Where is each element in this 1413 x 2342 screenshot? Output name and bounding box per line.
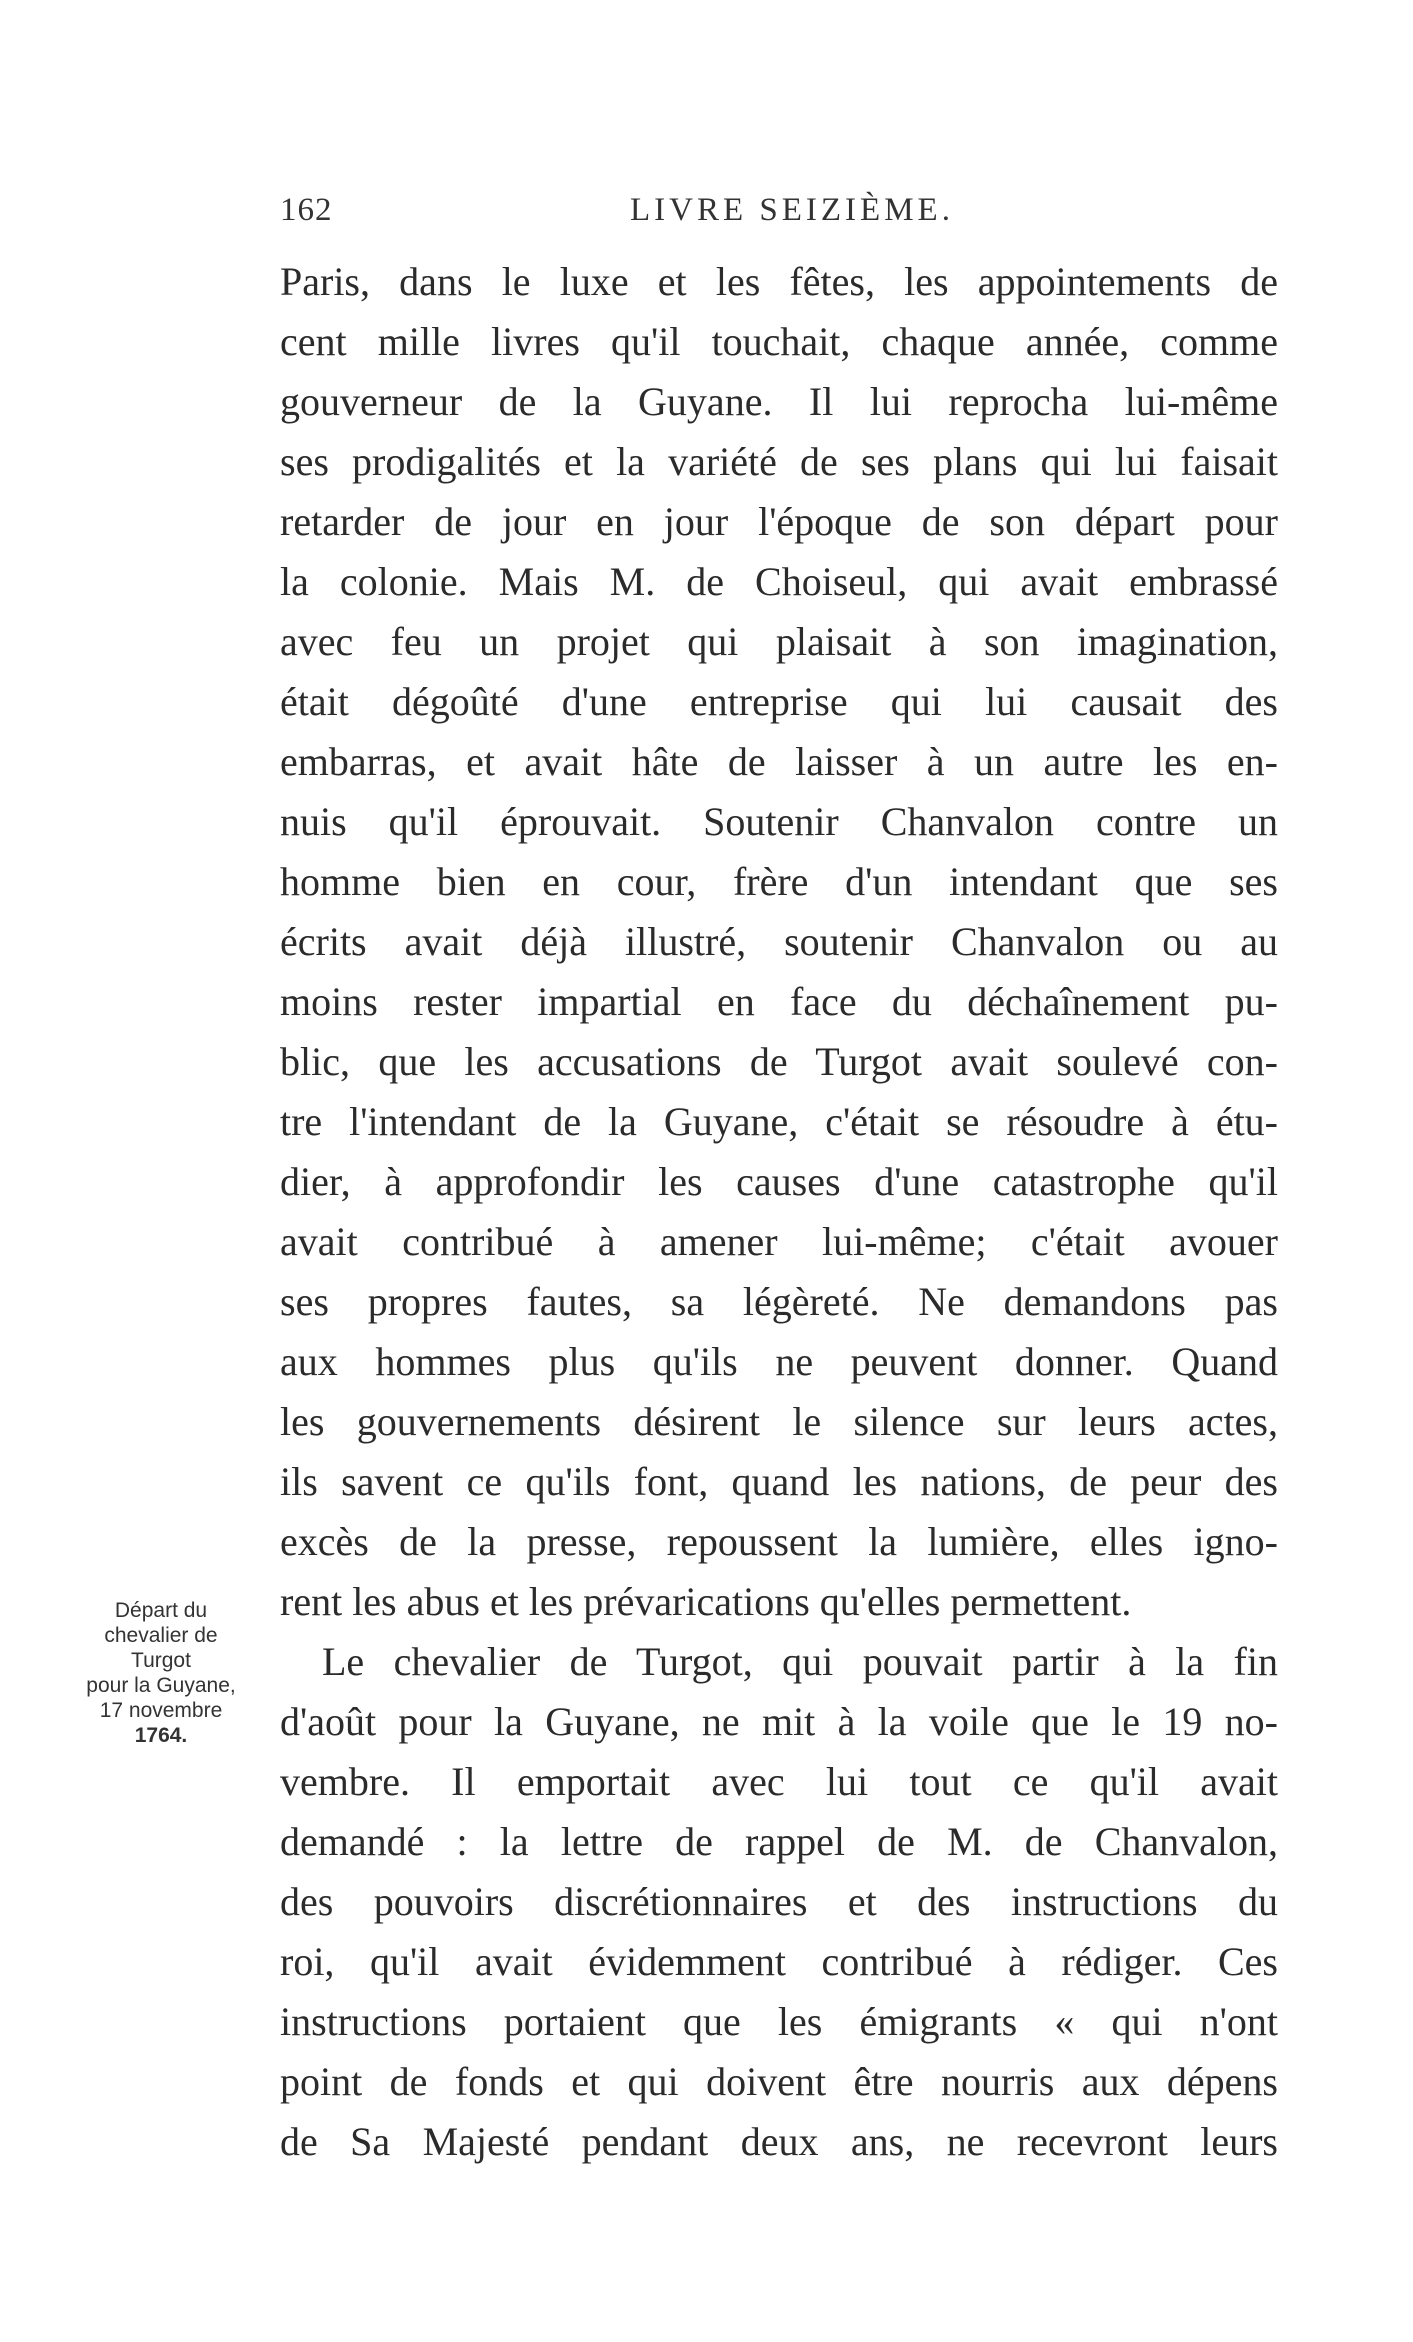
text-line: tre l'intendant de la Guyane, c'était se résoudre à étu-	[280, 1099, 1278, 1144]
text-line: avait contribué à amener lui-même; c'était avouer	[280, 1219, 1278, 1264]
margin-note-line: 17 novembre	[99, 1699, 223, 1722]
text-line: excès de la presse, repoussent la lumière, elles igno-	[280, 1519, 1278, 1564]
text-line: écrits avait déjà illustré, soutenir Chanvalon ou au	[280, 919, 1278, 964]
text-line: nuis qu'il éprouvait. Soutenir Chanvalon contre un	[280, 799, 1278, 844]
text-line: cent mille livres qu'il touchait, chaque année, comme	[280, 319, 1278, 364]
page-number: 162	[280, 192, 333, 228]
text-line: demandé : la lettre de rappel de M. de Chanvalon,	[280, 1819, 1278, 1864]
margin-note-line: 1764.	[134, 1724, 188, 1747]
text-line: dier, à approfondir les causes d'une catastrophe qu'il	[280, 1159, 1278, 1204]
margin-note-line: pour la Guyane,	[86, 1674, 236, 1697]
text-line: embarras, et avait hâte de laisser à un autre les en-	[280, 739, 1278, 784]
page-header	[280, 192, 1280, 236]
text-line: gouverneur de la Guyane. Il lui reprocha lui-même	[280, 379, 1278, 424]
text-line: avec feu un projet qui plaisait à son imagination,	[280, 619, 1278, 664]
text-line: aux hommes plus qu'ils ne peuvent donner. Quand	[280, 1339, 1278, 1384]
running-title: LIVRE SEIZIÈME.	[630, 192, 954, 228]
text-line: d'août pour la Guyane, ne mit à la voile que le 19 no-	[280, 1699, 1278, 1744]
margin-note-line: Départ du	[114, 1599, 208, 1622]
text-line: roi, qu'il avait évidemment contribué à rédiger. Ces	[280, 1939, 1278, 1984]
text-line: de Sa Majesté pendant deux ans, ne recevront leurs	[280, 2119, 1278, 2164]
text-line: les gouvernements désirent le silence sur leurs actes,	[280, 1399, 1278, 1444]
text-line: blic, que les accusations de Turgot avait soulevé con-	[280, 1039, 1278, 1084]
margin-note-line: Turgot	[131, 1649, 191, 1672]
text-line: retarder de jour en jour l'époque de son départ pour	[280, 499, 1278, 544]
text-line: était dégoûté d'une entreprise qui lui causait des	[280, 679, 1278, 724]
text-line: ses prodigalités et la variété de ses plans qui lui faisait	[280, 439, 1278, 484]
text-line: instructions portaient que les émigrants « qui n'ont	[280, 1999, 1278, 2044]
text-line: rent les abus et les prévarications qu'elles permettent.	[280, 1579, 1132, 1624]
text-line: Le chevalier de Turgot, qui pouvait partir à la fin	[322, 1639, 1278, 1684]
text-line: point de fonds et qui doivent être nourris aux dépens	[280, 2059, 1278, 2104]
margin-note	[66, 1598, 256, 1748]
text-line: ses propres fautes, sa légèreté. Ne demandons pas	[280, 1279, 1278, 1324]
text-line: des pouvoirs discrétionnaires et des instructions du	[280, 1879, 1278, 1924]
text-line: la colonie. Mais M. de Choiseul, qui avait embrassé	[280, 559, 1278, 604]
text-line: moins rester impartial en face du déchaînement pu-	[280, 979, 1278, 1024]
text-line: homme bien en cour, frère d'un intendant que ses	[280, 859, 1278, 904]
text-line: ils savent ce qu'ils font, quand les nations, de peur des	[280, 1459, 1278, 1504]
text-line: Paris, dans le luxe et les fêtes, les appointements de	[280, 259, 1278, 304]
text-line: vembre. Il emportait avec lui tout ce qu'il avait	[280, 1759, 1278, 1804]
body-text	[280, 252, 1278, 2172]
margin-note-line: chevalier de	[104, 1624, 218, 1647]
